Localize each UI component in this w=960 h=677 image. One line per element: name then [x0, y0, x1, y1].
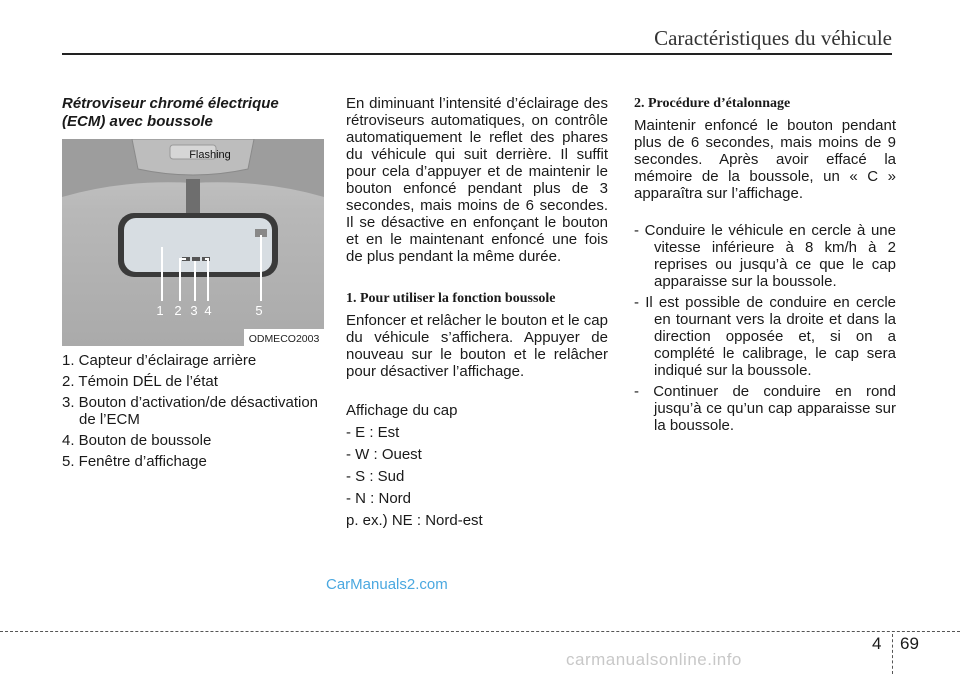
heading-item: - E : Est: [346, 424, 400, 441]
callout-4: 4: [204, 303, 212, 318]
calibration-step: - Il est possible de conduire en cercle en tournant vers la droite et dans la direction opposée et, si on a complété le calibrage, le cap sera indiqué sur la boussole.: [634, 294, 896, 379]
page-number: 69: [900, 634, 919, 653]
callout-3: 3: [190, 303, 198, 318]
section-title: [62, 95, 322, 131]
compass-subheading: 1. Pour utiliser la fonction boussole: [346, 291, 556, 306]
mirror-glass: [124, 218, 272, 272]
heading-item: - N : Nord: [346, 490, 412, 507]
heading-display-title: Affichage du cap: [346, 402, 458, 419]
heading-example: p. ex.) NE : Nord-est: [346, 512, 483, 529]
legend-item: 4. Bouton de boussole: [62, 432, 212, 449]
heading-item: - W : Ouest: [346, 446, 422, 463]
calibration-step: - Continuer de conduire en rond jusqu’à ce qu’un cap apparaisse sur la boussole.: [634, 383, 896, 434]
mirror-figure: [62, 139, 324, 346]
footer-separator: [892, 634, 893, 674]
watermark-link[interactable]: CarManuals2.com: [326, 576, 448, 593]
legend-item: 1. Capteur d’éclairage arrière: [62, 352, 257, 369]
flashing-label: Flashing: [189, 149, 231, 161]
section-title-line-1: Rétroviseur chromé électrique: [62, 95, 279, 112]
compass-paragraph: Enfoncer et relâcher le bouton et le cap du véhicule s’affichera. Appuyer de nouveau sur le bouton et le relâcher pour désactiver l’affichage.: [346, 312, 608, 380]
section-title-line-2: (ECM) avec boussole: [62, 113, 213, 130]
mirror-illustration: [62, 139, 324, 346]
heading-item: - S : Sud: [346, 468, 405, 485]
header-rule: [62, 53, 892, 55]
column-3: [634, 95, 896, 434]
mirror-stem: [186, 179, 200, 215]
figure-code: ODMECO2003: [248, 333, 320, 345]
callout-1: 1: [156, 303, 164, 318]
callout-5: 5: [255, 303, 263, 318]
column-2: [346, 95, 608, 529]
chapter-number: 4: [872, 634, 882, 653]
footer-rule: [0, 631, 960, 632]
calibration-paragraph: Maintenir enfoncé le bouton pendant plus de 6 secondes, mais moins de 9 secondes. Après avoir effacé la mémoire de la boussole, un « C » apparaîtra sur l’affichage.: [634, 117, 896, 202]
intro-paragraph: En diminuant l’intensité d’éclairage des rétroviseurs automatiques, on contrôle automatiquement le reflet des phares du véhicule qui suit derrière. Il suffit pour cela d’appuyer et de maintenir le bouton enfoncé pendant plus de 3 secondes, mais moins de 6 secondes. Il se désactive en enfonçant le bouton et en le maintenant enfoncé une fois de plus pendant la même durée.: [346, 95, 608, 265]
calibration-subheading: 2. Procédure d’étalonnage: [634, 96, 791, 111]
running-header: Caractéristiques du véhicule: [654, 26, 892, 50]
legend-list: [62, 352, 332, 474]
callout-2: 2: [174, 303, 182, 318]
site-watermark: carmanualsonline.info: [566, 650, 742, 669]
calibration-step: - Conduire le véhicule en cercle à une vitesse inférieure à 8 km/h à 2 reprises ou jusqu’à ce que le cap apparaisse sur la boussole.: [634, 222, 896, 290]
legend-item: 5. Fenêtre d’affichage: [62, 453, 207, 470]
legend-item: 2. Témoin DÉL de l’état: [62, 373, 218, 390]
legend-item: 3. Bouton d’activation/de désactivation de l’ECM: [62, 394, 319, 428]
ecm-button: [192, 257, 200, 261]
